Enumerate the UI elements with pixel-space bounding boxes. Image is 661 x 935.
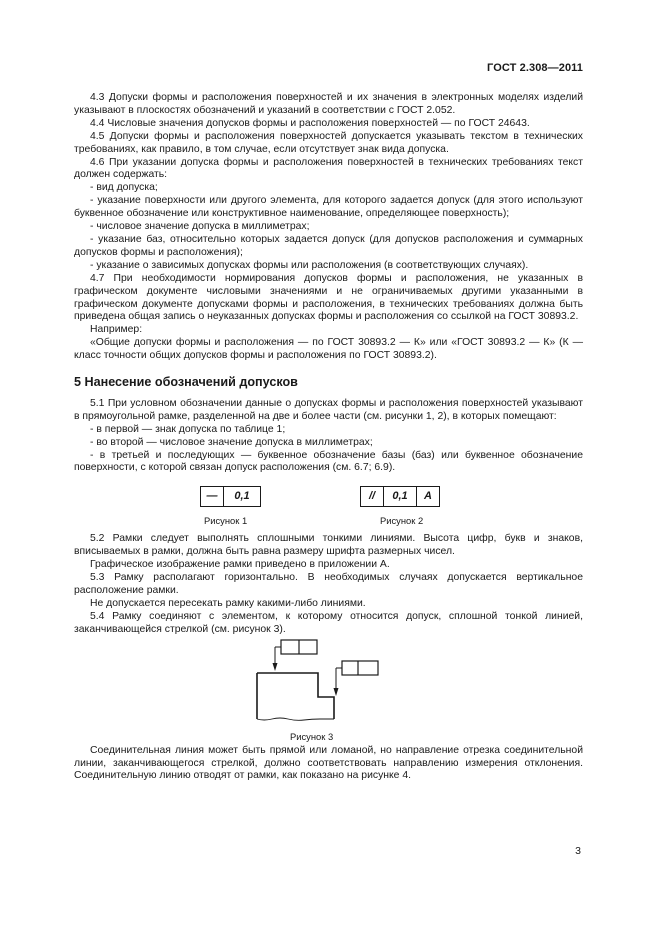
break-line — [257, 718, 334, 720]
list-item: - во второй — числовое значение допуска в миллиметрах; — [90, 436, 373, 448]
arrow-icon — [273, 663, 278, 671]
paragraph-4-4: 4.4 Числовые значения допусков формы и расположения поверхностей — по ГОСТ 24643. — [90, 117, 530, 129]
paragraph-no-crossing: Не допускается пересекать рамку какими-либо линиями. — [90, 597, 366, 609]
list-item: - указание поверхности или другого элемента, для которого задается допуск (для этого используют буквенное обозначение или конструктивное наименование, определяющее поверхность); — [74, 195, 583, 220]
list-item: - указание баз, относительно которых задается допуск (для допусков расположения и суммарных допусков формы и расположения); — [74, 233, 583, 258]
paragraph-4-3: 4.3 Допуски формы и расположения поверхностей и их значения в электронных моделях изделий указывают в плоскостях обозначений и указаний в соответствии с ГОСТ 2.052. — [74, 92, 583, 116]
paragraph-appendix-note: Графическое изображение рамки приведено в приложении А. — [90, 559, 390, 571]
figure-1-caption: Рисунок 1 — [204, 515, 248, 527]
paragraph-5-1: 5.1 При условном обозначении данные о допусках формы и расположения поверхностей указывают в прямоугольной рамке, разделенной на две и более части (см. рисунки 1, 2), в которых помещают: — [74, 397, 583, 422]
list-item: - указание о зависимых допусках формы или расположения (в соответствующих случаях). — [90, 259, 529, 271]
tolerance-frame-figure-2 — [360, 486, 440, 507]
tolerance-value-cell: 0,1 — [234, 490, 250, 503]
list-item: - числовое значение допуска в миллиметрах; — [90, 221, 310, 233]
paragraph-5-4: 5.4 Рамку соединяют с элементом, к которому относится допуск, сплошной тонкой линией, заканчивающейся стрелкой (см. рисунок 3). — [74, 610, 583, 635]
figure-2-caption: Рисунок 2 — [380, 515, 424, 527]
parallelism-symbol-cell: // — [361, 487, 384, 506]
paragraph-4-6: 4.6 При указании допуска формы и расположения поверхностей в технических требованиях текст должен содержать: — [74, 156, 583, 181]
tolerance-value-cell: 0,1 — [384, 487, 417, 506]
list-item: - в первой — знак допуска по таблице 1; — [90, 423, 286, 435]
tolerance-frame-figure-1 — [200, 486, 261, 507]
part-outline — [257, 673, 334, 719]
datum-letter-cell: А — [424, 490, 432, 503]
leader-line-diagram — [254, 639, 414, 729]
body-text — [74, 92, 583, 783]
figure-3-caption: Рисунок 3 — [290, 730, 334, 742]
paragraph-leader-direction: Соединительная линия может быть прямой или ломаной, но направление отрезка соединительной линии, заканчивающегося стрелкой, должно соответствовать направлению измерения отклонения. Соединительную линию отводят от рамки, как показано на рисунке 4. — [74, 744, 583, 782]
section-5-title: 5 Нанесение обозначений допусков — [74, 375, 298, 390]
straightness-symbol-cell: — — [201, 487, 224, 506]
figures-1-2 — [74, 475, 583, 533]
document-header: ГОСТ 2.308—2011 — [487, 62, 583, 74]
example-text: «Общие допуски формы и расположения — по ГОСТ 30893.2 — К» или «ГОСТ 30893.2 — К» (К — класс точности общих допусков формы и расположения по ГОСТ 30893.2). — [74, 337, 583, 362]
arrow-icon — [334, 688, 339, 696]
tolerance-frame-right — [342, 661, 378, 675]
list-item: - в третьей и последующих — буквенное обозначение базы (баз) или буквенное обозначение поверхности, с которой связан допуск расположения (см. 6.7; 6.9). — [74, 449, 583, 474]
page-number: 3 — [575, 845, 581, 857]
paragraph-4-7: 4.7 При необходимости нормирования допусков формы и расположения, не указанных в графическом документе числовыми значениями и не ограничиваемых другими указанными в графическом документе допусками формы и расположения, в технических требованиях должна быть приведена общая запись о неуказанных допусках формы и расположения со ссылкой на ГОСТ 30893.2. — [74, 272, 583, 323]
paragraph-4-5: 4.5 Допуски формы и расположения поверхностей допускается указывать текстом в технических требованиях, как правило, в том случае, если отсутствует знак вида допуска. — [74, 130, 583, 155]
list-item: - вид допуска; — [90, 182, 158, 194]
example-label: Например: — [90, 324, 143, 336]
figure-3 — [74, 637, 583, 745]
paragraph-5-2: 5.2 Рамки следует выполнять сплошными тонкими линиями. Высота цифр, букв и знаков, вписываемых в рамки, должна быть равна размеру шрифта размерных чисел. — [74, 533, 583, 558]
paragraph-5-3: 5.3 Рамку располагают горизонтально. В необходимых случаях допускается вертикальное расположение рамки. — [74, 572, 583, 596]
